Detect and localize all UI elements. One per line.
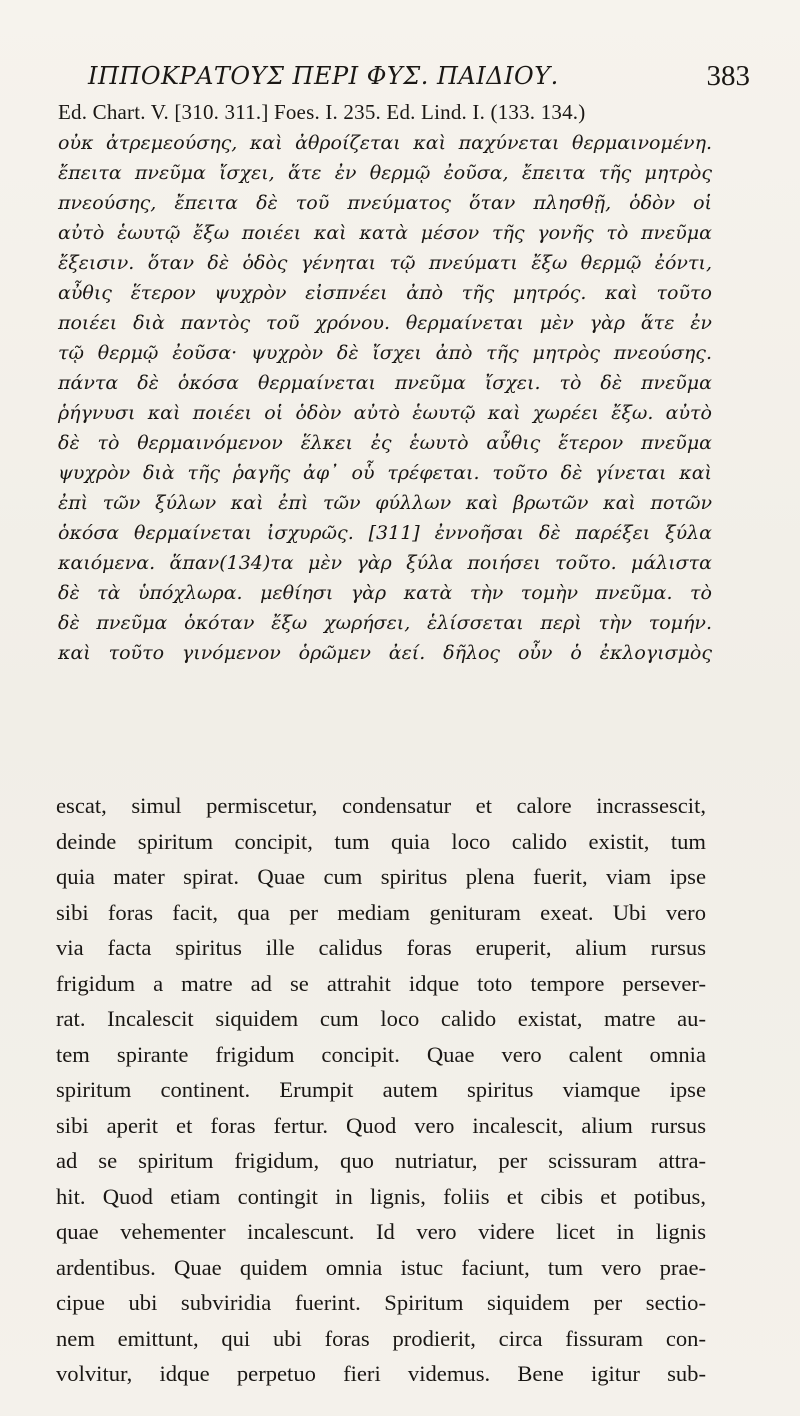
greek-line: δὲ πνεῦμα ὁκόταν ἔξω χωρήσει, ἑλίσσεται περὶ τὴν τομήν. [58,612,712,634]
greek-line: δὲ τὸ θερμαινόμενον ἕλκει ἐς ἑωυτὸ αὖθις ἕτερον πνεῦμα [58,432,712,454]
latin-line: nem emittunt, qui ubi foras prodierit, circa fissuram con- [56,1325,706,1351]
latin-line: escat, simul permiscetur, condensatur et calore incrassescit, [56,793,706,818]
latin-line: via facta spiritus ille calidus foras eruperit, alium rursus [56,935,706,960]
greek-line: πνεούσης, ἔπειτα δὲ τοῦ πνεύματος ὅταν πλησθῇ, ὁδὸν οἱ [58,192,712,214]
greek-text-block [58,128,712,668]
edition-reference-line: Ed. Chart. V. [310. 311.] Foes. I. 235. Ed. Lind. I. (133. 134.) [58,100,586,124]
greek-line: ποιέει διὰ παντὸς τοῦ χρόνου. θερμαίνεται μὲν γὰρ ἅτε ἐν [58,312,712,334]
latin-line: rat. Incalescit siquidem cum loco calido existat, matre au- [56,1006,706,1031]
greek-line: δὲ τὰ ὑπόχλωρα. μεθίησι γὰρ κατὰ τὴν τομὴν πνεῦμα. τὸ [58,582,712,604]
running-title: ΙΠΠΟΚΡΑΤΟΥΣ ΠΕΡΙ ΦΥΣ. ΠΑΙΔΙΟΥ. [88,62,559,90]
greek-line: καιόμενα. ἅπαν(134)τα μὲν γὰρ ξύλα ποιήσει τοῦτο. μάλιστα [58,552,712,574]
greek-line: αὐτὸ ἑωυτῷ ἔξω ποιέει καὶ κατὰ μέσον τῆς γονῆς τὸ πνεῦμα [58,222,712,244]
latin-line: spiritum continent. Erumpit autem spiritus viamque ipse [56,1077,706,1102]
latin-line: hit. Quod etiam contingit in lignis, foliis et cibis et potibus, [56,1183,706,1209]
greek-line: ψυχρὸν διὰ τῆς ῥαγῆς ἀφ᾽ οὗ τρέφεται. τοῦτο δὲ γίνεται καὶ [58,462,712,484]
greek-line: ὁκόσα θερμαίνεται ἰσχυρῶς. [311] ἐννοῆσαι δὲ παρέξει ξύλα [58,522,712,544]
greek-line: καὶ τοῦτο γινόμενον ὁρῶμεν ἀεί. δῆλος οὖν ὁ ἐκλογισμὸς [58,642,712,664]
greek-line: τῷ θερμῷ ἐοῦσα· ψυχρὸν δὲ ἴσχει ἀπὸ τῆς μητρὸς πνεούσης. [58,342,712,364]
greek-line: ἔξεισιν. ὅταν δὲ ὁδὸς γένηται τῷ πνεύματι ἔξω θερμῷ ἐόντι, [58,252,712,274]
latin-line: ardentibus. Quae quidem omnia istuc faciunt, tum vero prae- [56,1254,706,1280]
latin-text-block [56,788,706,1392]
latin-line: deinde spiritum concipit, tum quia loco calido existit, tum [56,828,706,854]
page-header [60,60,750,98]
greek-line: οὐκ ἀτρεμεούσης, καὶ ἀθροίζεται καὶ παχύνεται θερμαινομένη. [58,132,712,154]
greek-line: αὖθις ἕτερον ψυχρὸν εἰσπνέει ἀπὸ τῆς μητρός. καὶ τοῦτο [58,282,712,304]
latin-line: tem spirante frigidum concipit. Quae vero calent omnia [56,1041,706,1067]
greek-line: ἐπὶ τῶν ξύλων καὶ ἐπὶ τῶν φύλλων καὶ βρωτῶν καὶ ποτῶν [58,492,712,514]
greek-line: πάντα δὲ ὁκόσα θερμαίνεται πνεῦμα ἴσχει. τὸ δὲ πνεῦμα [58,372,712,394]
latin-line: quia mater spirat. Quae cum spiritus plena fuerit, viam ipse [56,864,706,889]
latin-line: ad se spiritum frigidum, quo nutriatur, per scissuram attra- [56,1148,706,1173]
greek-line: ῥήγνυσι καὶ ποιέει οἱ ὁδὸν αὐτὸ ἑωυτῷ καὶ χωρέει ἔξω. αὐτὸ [58,402,712,424]
latin-line: frigidum a matre ad se attrahit idque toto tempore persever- [56,970,706,996]
latin-line: quae vehementer incalescunt. Id vero videre licet in lignis [56,1219,706,1244]
latin-line: sibi aperit et foras fertur. Quod vero incalescit, alium rursus [56,1112,706,1138]
latin-line: cipue ubi subviridia fuerint. Spiritum siquidem per sectio- [56,1290,706,1315]
greek-line: ἔπειτα πνεῦμα ἴσχει, ἅτε ἐν θερμῷ ἐοῦσα, ἔπειτα τῆς μητρὸς [58,162,712,184]
latin-line: sibi foras facit, qua per mediam genituram exeat. Ubi vero [56,899,706,925]
page-number: 383 [706,60,750,92]
latin-line: volvitur, idque perpetuo fieri videmus. Bene igitur sub- [56,1361,706,1386]
